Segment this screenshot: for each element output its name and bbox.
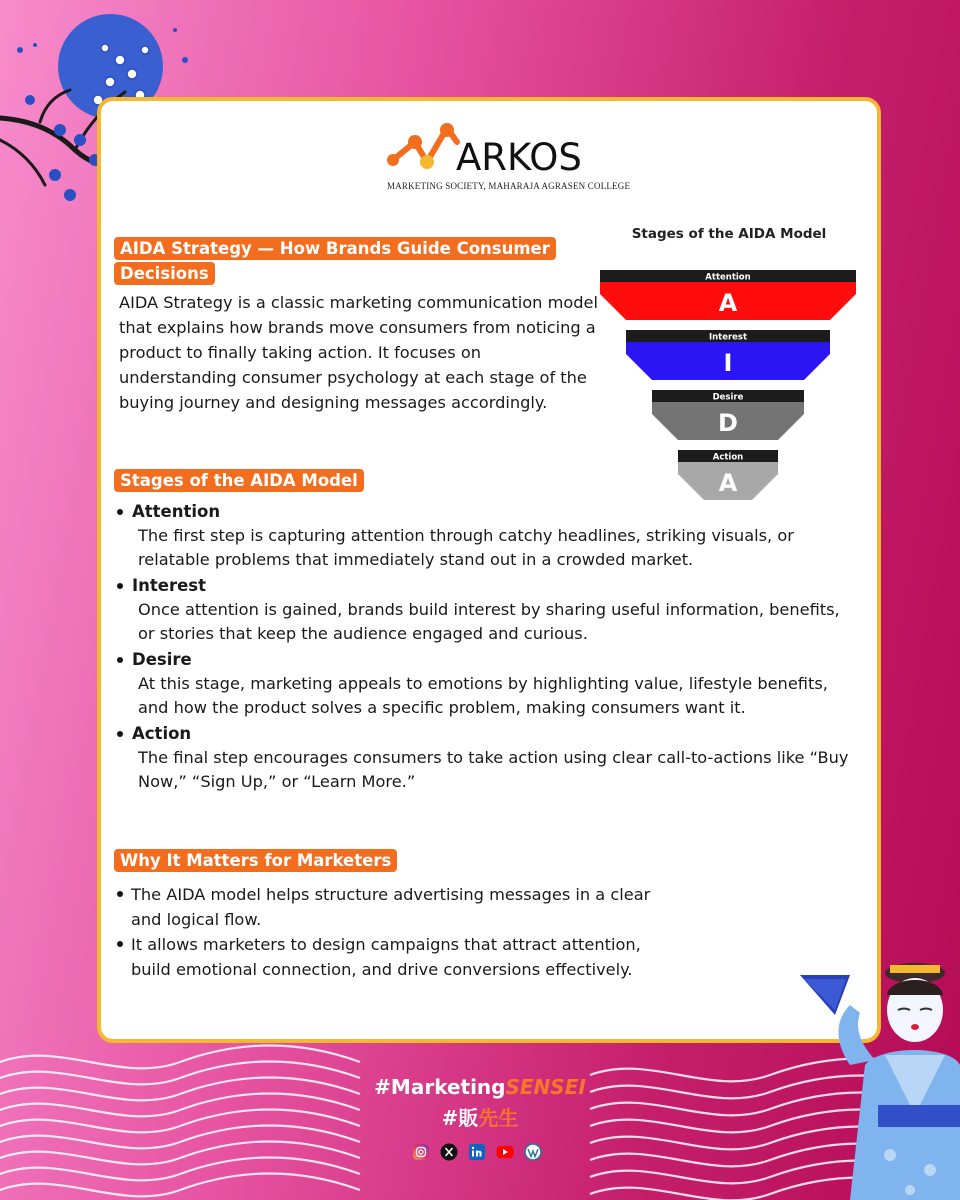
stage-item-desire: [114, 648, 854, 720]
funnel-stage-label: Attention: [705, 272, 751, 283]
funnel-stage-letter: A: [718, 469, 738, 497]
funnel-stage-label: Interest: [708, 332, 748, 343]
funnel-stage-letter: A: [718, 289, 738, 317]
geisha-illustration: [790, 955, 960, 1200]
stage-name: Desire: [132, 650, 192, 669]
stage-item-action: [114, 722, 854, 794]
stage-description: At this stage, marketing appeals to emotions by highlighting value, lifestyle benefits, and how the product solves a specific problem, making consumers want it.: [138, 674, 828, 717]
funnel-stage-interest: [626, 330, 830, 380]
funnel-stage-label: Desire: [712, 392, 744, 403]
stage-description: Once attention is gained, brands build interest by sharing useful information, benefits, or stories that keep the audience engaged and curious.: [138, 600, 840, 643]
funnel-stage-attention: [600, 270, 856, 320]
stage-description: The first step is capturing attention through catchy headlines, striking visuals, or relatable problems that immediately stand out in a crowded market.: [138, 526, 794, 569]
funnel-stage-letter: D: [718, 409, 738, 437]
logo-wordmark: ARKOS: [456, 136, 582, 179]
funnel-title: Stages of the AIDA Model: [631, 226, 827, 242]
wordpress-icon[interactable]: [524, 1143, 542, 1161]
funnel-stage-letter: I: [723, 349, 733, 377]
aida-intro-paragraph: AIDA Strategy is a classic marketing communication model that explains how brands move consumers from noticing a product to finally taking action. It focuses on understanding consumer psychology at each stage of the buying journey and designing messages accordingly.: [119, 293, 598, 412]
aida-funnel: [598, 266, 858, 506]
why-list: [114, 882, 674, 982]
stage-item-attention: [114, 500, 854, 572]
funnel-stage-desire: [652, 390, 804, 440]
why-heading: Why It Matters for Marketers: [114, 848, 397, 873]
stage-item-interest: [114, 574, 854, 646]
stages-list: [114, 500, 854, 796]
youtube-icon[interactable]: [496, 1143, 514, 1161]
why-item: It allows marketers to design campaigns that attract attention, build emotional connection, and drive conversions effectively.: [114, 932, 674, 982]
hashtag-japanese: #販先生: [441, 1106, 519, 1130]
social-links: [412, 1143, 542, 1161]
stage-name: Attention: [132, 502, 221, 521]
why-item: The AIDA model helps structure advertising messages in a clear and logical flow.: [114, 882, 674, 932]
funnel-stage-action: [678, 450, 778, 500]
aida-strategy-heading: AIDA Strategy — How Brands Guide Consumer Decisions: [114, 236, 569, 286]
stage-name: Interest: [132, 576, 207, 595]
stage-description: The final step encourages consumers to take action using clear call-to-actions like “Buy Now,” “Sign Up,” or “Learn More.”: [138, 748, 849, 791]
funnel-stage-label: Action: [712, 452, 744, 463]
linkedin-icon[interactable]: [468, 1143, 486, 1161]
logo-subtitle: MARKETING SOCIETY, MAHARAJA AGRASEN COLLEGE: [387, 181, 631, 191]
hashtag-marketing-sensei: #MarketingSENSEI: [374, 1075, 586, 1099]
stages-heading: Stages of the AIDA Model: [114, 468, 364, 493]
x-icon[interactable]: [440, 1143, 458, 1161]
stage-name: Action: [132, 724, 192, 743]
instagram-icon[interactable]: [412, 1143, 430, 1161]
